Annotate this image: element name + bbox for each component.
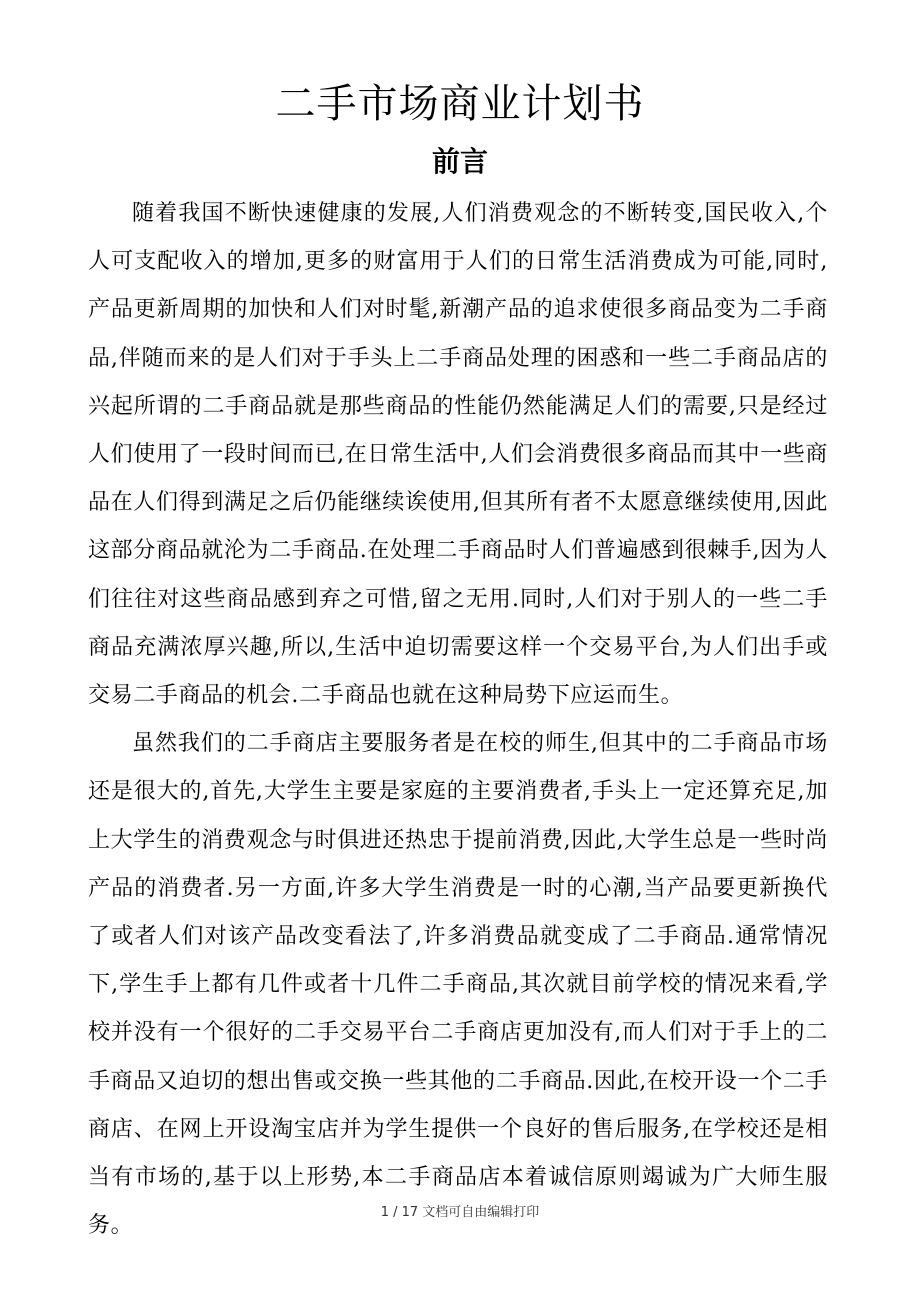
- section-heading: 前言: [431, 145, 488, 178]
- document-body: [88, 190, 828, 1250]
- page-footer: 1 / 17 文档可自由编辑打印: [380, 1205, 540, 1220]
- document-title: 二手市场商业计划书: [275, 81, 645, 127]
- paragraph-1: 随着我国不断快速健康的发展,人们消费观念的不断转变,国民收入,个人可支配收入的增加,更多的财富用于人们的日常生活消费成为可能,同时,产品更新周期的加快和人们对时髦,新潮产品的追求使很多商品变为二手商品,伴随而来的是人们对于手头上二手商品处理的困惑和一些二手商品店的兴起所谓的二手商品就是那些商品的性能仍然能满足人们的需要,只是经过人们使用了一段时间而已,在日常生活中,人们会消费很多商品而其中一些商品在人们得到满足之后仍能继续诶使用,但其所有者不太愿意继续使用,因此这部分商品就沦为二手商品.在处理二手商品时人们普遍感到很棘手,因为人们往往对这些商品感到弃之可惜,留之无用.同时,人们对于别人的一些二手商品充满浓厚兴趣,所以,生活中迫切需要这样一个交易平台,为人们出手或交易二手商品的机会.二手商品也就在这种局势下应运而生。: [88, 201, 828, 709]
- paragraph-2: 虽然我们的二手商店主要服务者是在校的师生,但其中的二手商品市场还是很大的,首先,大学生主要是家庭的主要消费者,手头上一定还算充足,加上大学生的消费观念与时俱进还热忠于提前消费,因此,大学生总是一些时尚产品的消费者.另一方面,许多大学生消费是一时的心潮,当产品要更新换代了或者人们对该产品改变看法了,许多消费品就变成了二手商品.通常情况下,学生手上都有几件或者十几件二手商品,其次就目前学校的情况来看,学校并没有一个很好的二手交易平台二手商店更加没有,而人们对于手上的二手商品又迫切的想出售或交换一些其他的二手商品.因此,在校开设一个二手商店、在网上开设淘宝店并为学生提供一个良好的售后服务,在学校还是相当有市场的,基于以上形势,本二手商品店本着诚信原则竭诚为广大师生服务。: [88, 731, 828, 1239]
